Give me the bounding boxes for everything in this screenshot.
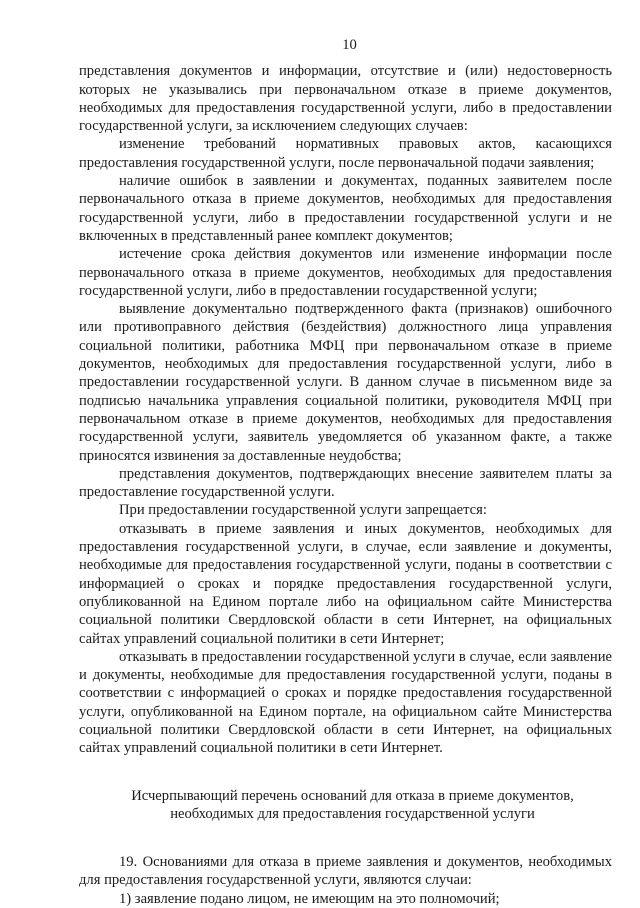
paragraph-continuation: представления документов и информации, отсутствие и (или) недостоверность которых не указывались при первоначальном отказе в приеме документов, необходимых для предоставления государственной услуги, либо в предоставлении государственной услуги, за исключением следующих случаев:	[79, 63, 612, 135]
paragraph-prohibited-refuse-service: отказывать в предоставлении государственной услуги в случае, если заявление и документы, необходимые для предоставления государственной услуги, поданы в соответствии с информацией о сроках и порядке предоставления государственной услуги, опубликованной на Едином портале, на официальном сайте Министерства социальной политики Свердловской области в сети Интернет, на официальных сайтах управлений социальной политики в сети Интернет.	[79, 648, 612, 757]
section-heading	[79, 787, 612, 824]
page-number: 10	[342, 37, 357, 53]
paragraph-item-19-1: 1) заявление подано лицом, не имеющим на это полномочий;	[119, 890, 500, 907]
paragraph-prohibited-intro: При предоставлении государственной услуги запрещается:	[119, 502, 487, 519]
section-heading-line-1: Исчерпывающий перечень оснований для отказа в приеме документов,	[131, 787, 574, 804]
paragraph-exception-norms: изменение требований нормативных правовых актов, касающихся предоставления государственной услуги, после первоначальной подачи заявления;	[79, 136, 612, 171]
paragraph-exception-misconduct: выявление документально подтвержденного факта (признаков) ошибочного или противоправного действия (бездействия) должностного лица управления социальной политики, работника МФЦ при первоначальном отказе в приеме документов, необходимых для предоставления государственной услуги, либо в предоставлении государственной услуги. В данном случае в письменном виде за подписью начальника управления социальной политики, руководителя МФЦ при первоначальном отказе в приеме документов, необходимых для предоставления государственной услуги, заявитель уведомляется об указанном факте, а также приносятся извинения за доставленные неудобства;	[79, 301, 612, 464]
paragraph-prohibited-refuse-acceptance: отказывать в приеме заявления и иных документов, необходимых для предоставления государственной услуги, в случае, если заявление и документы, необходимые для предоставления государственной услуги, поданы в соответствии с информацией о сроках и порядке предоставления государственной услуги, опубликованной на Едином портале либо на официальном сайте Министерства социальной политики Свердловской области в сети Интернет, на официальных сайтах управлений социальной политики в сети Интернет;	[79, 520, 612, 647]
paragraph-item-19: 19. Основаниями для отказа в приеме заявления и документов, необходимых для предоставления государственной услуги, являются случаи:	[79, 854, 612, 889]
section-heading-line-2: необходимых для предоставления государственной услуги	[170, 805, 535, 822]
paragraph-exception-errors: наличие ошибок в заявлении и документах, поданных заявителем после первоначального отказа в приеме документов, необходимых для предоставления государственной услуги, либо в предоставлении государственной услуги и не включенных в представленный ранее комплект документов;	[79, 173, 612, 244]
paragraph-exception-expiry: истечение срока действия документов или изменение информации после первоначального отказа в приеме документов, необходимых для предоставления государственной услуги, либо в предоставлении государственной услуги;	[79, 246, 612, 299]
paragraph-payment-documents: представления документов, подтверждающих внесение заявителем платы за предоставление государственной услуги.	[79, 465, 612, 501]
